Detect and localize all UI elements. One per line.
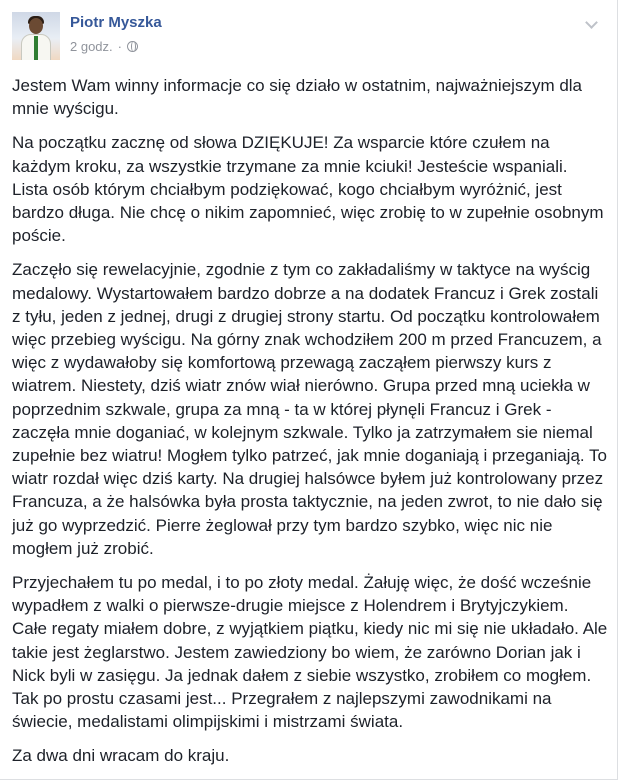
post-meta [70, 39, 138, 54]
avatar[interactable] [12, 12, 60, 60]
post-paragraph: Za dwa dni wracam do kraju. [12, 746, 230, 766]
post-paragraph: Przyjechałem tu po medal, i to po złoty medal. Żałuję więc, że dość wcześnie wypadłem z walki o pierwsze-drugie miejsce z Holendrem i Brytyjczykiem. Całe regaty miałem dobre, z wyjątkiem piątku, kiedy nic mi się nie układało. Ale takie jest żeglarstwo. Jestem zawiedziony bo wiem, że zarówno Dorian jak i Nick byli w zasięgu. Ja jednak dałem z siebie wszystko, zrobiłem co mogłem. Tak po prostu czasami jest... Przegrałem z najlepszymi zawodnikami na świecie, medalistami olimpijskimi i mistrzami świata. [12, 573, 608, 732]
meta-separator: · [117, 39, 122, 54]
globe-icon[interactable] [127, 41, 138, 52]
avatar-head [29, 18, 43, 34]
post-content [12, 74, 608, 779]
post-paragraph: Jestem Wam winny informacje co się działo w ostatnim, najważniejszym dla mnie wyścigu. [12, 76, 583, 119]
post-time[interactable]: 2 godz. [70, 39, 113, 54]
post-header [12, 12, 608, 60]
post-paragraph: Na początku zacznę od słowa DZIĘKUJE! Za wsparcie które czułem na każdym kroku, za wszystkie trzymane za mnie kciuki! Jesteście wspaniali. Lista osób którym chciałbym podziękować, kogo chciałbym wyróżnić, jest bardzo długa. Nie chcę o nikim zapomnieć, więc zrobię to w zupełnie osobnym poście. [12, 133, 604, 246]
avatar-stripe [34, 36, 38, 60]
chevron-down-icon[interactable] [584, 16, 600, 32]
author-name[interactable]: Piotr Myszka [70, 14, 162, 31]
post-paragraph: Zaczęło się rewelacyjnie, zgodnie z tym co zakładaliśmy w taktyce na wyścig medalowy. Wystartowałem bardzo dobrze a na dodatek Francuz i Grek zostali z tyłu, jeden z jednej, drugi z drugiej strony startu. Od początku kontrolowałem więc przebieg wyścigu. Na górny znak wchodziłem 200 m przed Francuzem, a więc z wydawałoby się komfortową przewagą zacząłem pierwszy kurs z wiatrem. Niestety, dziś wiatr znów wiał nierówno. Grupa przed mną uciekła w poprzednim szkwale, grupa za mną - ta w której płynęli Francuz i Grek - zaczęła mnie doganiać, w kolejnym szkwale. Tylko ja zatrzymałem sie niemal zupełnie bez wiatru! Mogłem tylko patrzeć, jak mnie doganiają i przeganiają. To wiatr rozdał więc dziś karty. Na drugiej halsówce byłem już kontrolowany przez Francuza, a że halsówka była prosta taktycznie, na jeden zwrot, to nie dało się już go wyprzedzić. Pierre żeglował przy tym bardzo szybko, więc nic nie mogłem już zrobić. [12, 260, 608, 558]
